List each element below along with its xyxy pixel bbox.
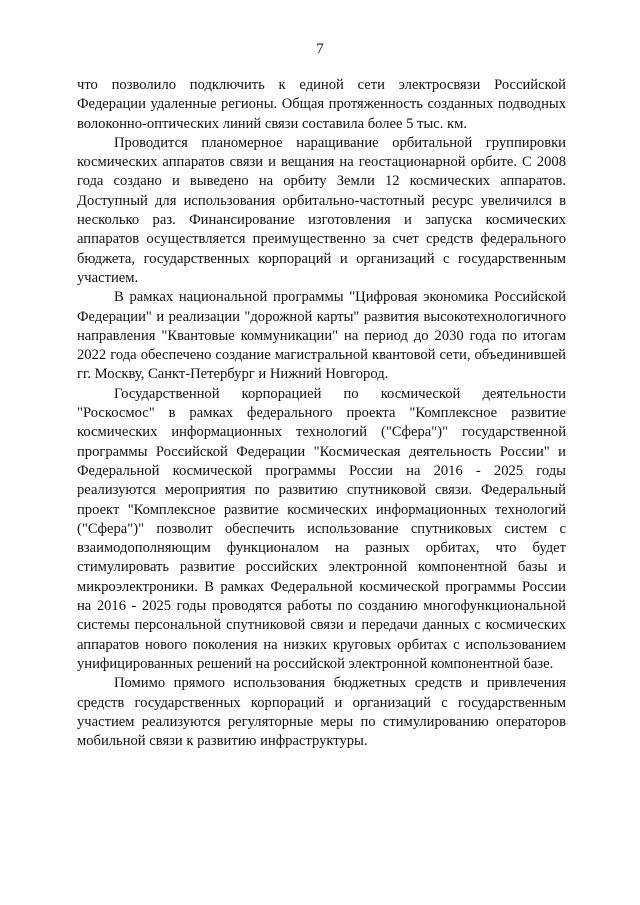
paragraph-quantum-network: В рамках национальной программы "Цифровая экономика Российской Федерации" и реализации "дорожной карты" развития высокотехнологичного направления "Квантовые коммуникации" на период до 2030 года по итогам 2022 года обеспечено создание магистральной квантовой сети, объединившей гг. Москву, Санкт-Петербург и Нижний Новгород. xyxy=(77,289,566,383)
paragraph-continuation: что позволило подключить к единой сети электросвязи Российской Федерации удаленные регионы. Общая протяженность созданных подводных волоконно-оптических линий связи составила более 5 тыс. км. xyxy=(77,77,566,132)
document-body xyxy=(77,76,566,751)
paragraph-regulatory-measures: Помимо прямого использования бюджетных средств и привлечения средств государственных корпораций и организаций с государственным участием реализуются регуляторные меры по стимулированию операторов мобильной связи к развитию инфраструктуры. xyxy=(77,675,566,750)
paragraph-orbital-constellation: Проводится планомерное наращивание орбитальной группировки космических аппаратов связи и вещания на геостационарной орбите. С 2008 года создано и выведено на орбиту Земли 12 космических аппаратов. Доступный для использования орбитально-частотный ресурс увеличился в несколько раз. Финансирование изготовления и запуска космических аппаратов осуществляется преимущественно за счет средств федерального бюджета, государственных корпораций и организаций с государственным участием. xyxy=(77,134,566,286)
page-number: 7 xyxy=(316,41,324,57)
paragraph-roscosmos-sphere: Государственной корпорацией по космической деятельности "Роскосмос" в рамках федерального проекта "Комплексное развитие космических информационных технологий ("Сфера")" государственной программы Российской Федерации "Космическая деятельность России" и Федеральной космической программы России на 2016 - 2025 годы реализуются мероприятия по развитию спутниковой связи. Федеральный проект "Комплексное развитие космических информационных технологий ("Сфера")" позволит обеспечить использование спутниковых систем с взаимодополняющим функционалом на разных орбитах, что будет стимулировать развитие российских электронной компонентной базы и микроэлектроники. В рамках Федеральной космической программы России на 2016 - 2025 годы проводятся работы по созданию многофункциональной системы персональной спутниковой связи и передачи данных с космических аппаратов нового поколения на низких круговых орбитах с использованием унифицированных решений на российской электронной компонентной базе. xyxy=(77,385,566,672)
